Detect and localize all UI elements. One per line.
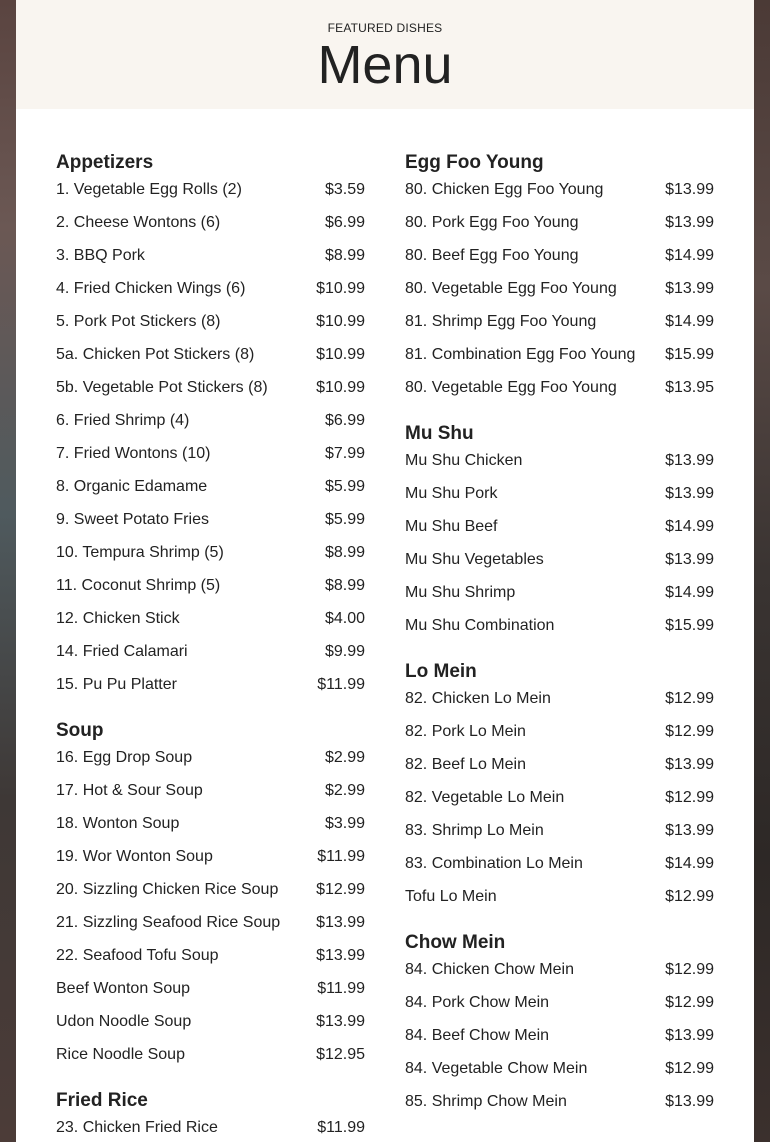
menu-item-name: 80. Beef Egg Foo Young: [405, 247, 579, 264]
menu-item-name: 6. Fried Shrimp (4): [56, 412, 190, 429]
menu-item: [56, 748, 365, 781]
menu-item-name: 16. Egg Drop Soup: [56, 749, 193, 766]
menu-item: [56, 510, 365, 543]
menu-item: [56, 213, 365, 246]
menu-item-price: $9.99: [324, 643, 365, 660]
menu-item-name: 84. Vegetable Chow Mein: [405, 1060, 588, 1077]
menu-item: [405, 246, 714, 279]
menu-item-price: $15.99: [665, 346, 714, 363]
menu-item: [405, 616, 714, 649]
menu-item: [56, 279, 365, 312]
menu-item: [56, 246, 365, 279]
header-kicker: FEATURED DISHES: [327, 21, 443, 35]
menu-item: [56, 576, 365, 609]
menu-item-price: $13.99: [665, 181, 714, 198]
menu-item-price: $11.99: [317, 1119, 365, 1136]
menu-item-name: Beef Wonton Soup: [56, 980, 191, 997]
menu-item-name: 15. Pu Pu Platter: [56, 676, 177, 693]
menu-item-price: $13.99: [665, 551, 714, 568]
menu-item-name: 5a. Chicken Pot Stickers (8): [56, 346, 255, 363]
section-title: Soup: [56, 720, 104, 741]
menu-item-name: 12. Chicken Stick: [56, 610, 180, 627]
menu-item-price: $12.99: [665, 690, 714, 707]
menu-item-price: $2.99: [324, 749, 365, 766]
menu-section-mu-shu: [405, 423, 714, 649]
menu-item-price: $13.99: [316, 914, 365, 931]
menu-item: [405, 1059, 714, 1092]
menu-item-name: 82. Pork Lo Mein: [405, 723, 526, 740]
section-items: [405, 451, 714, 649]
menu-item-price: $6.99: [324, 214, 365, 231]
section-items: [56, 180, 365, 708]
menu-item-name: 2. Cheese Wontons (6): [56, 214, 221, 231]
menu-item-price: $6.99: [324, 412, 365, 429]
menu-item-price: $13.95: [665, 379, 714, 396]
menu-item: [56, 913, 365, 946]
menu-item-price: $10.99: [316, 346, 365, 363]
menu-item-price: $12.99: [665, 723, 714, 740]
menu-item: [405, 1092, 714, 1125]
menu-item: [405, 583, 714, 616]
menu-item-price: $5.99: [324, 478, 365, 495]
section-title: Appetizers: [56, 152, 154, 173]
menu-item: [56, 1118, 365, 1142]
menu-item: [56, 345, 365, 378]
menu-section-egg-foo-young: [405, 152, 714, 411]
menu-item: [405, 312, 714, 345]
menu-item-price: $10.99: [316, 280, 365, 297]
menu-item-name: 19. Wor Wonton Soup: [56, 848, 213, 865]
menu-item-name: 1. Vegetable Egg Rolls (2): [56, 181, 242, 198]
menu-item-price: $14.99: [665, 247, 714, 264]
menu-item-price: $10.99: [316, 313, 365, 330]
menu-item-price: $13.99: [665, 822, 714, 839]
menu-item-name: 81. Shrimp Egg Foo Young: [405, 313, 597, 330]
menu-item-name: 3. BBQ Pork: [56, 247, 145, 264]
menu-item: [405, 993, 714, 1026]
section-title: Egg Foo Young: [405, 152, 544, 173]
menu-card: [16, 0, 754, 1142]
menu-item: [56, 180, 365, 213]
menu-item-price: $13.99: [665, 756, 714, 773]
menu-item-price: $5.99: [324, 511, 365, 528]
menu-item-name: 80. Vegetable Egg Foo Young: [405, 379, 617, 396]
menu-item-price: $3.99: [324, 815, 365, 832]
menu-item-price: $13.99: [665, 452, 714, 469]
menu-item-price: $14.99: [665, 855, 714, 872]
menu-item-name: 9. Sweet Potato Fries: [56, 511, 209, 528]
menu-item: [56, 675, 365, 708]
menu-item-name: 5b. Vegetable Pot Stickers (8): [56, 379, 268, 396]
menu-item-price: $12.99: [665, 961, 714, 978]
menu-item-price: $8.99: [324, 247, 365, 264]
menu-item-name: 82. Beef Lo Mein: [405, 756, 526, 773]
menu-item: [405, 378, 714, 411]
menu-item-price: $13.99: [316, 947, 365, 964]
menu-item-name: 4. Fried Chicken Wings (6): [56, 280, 246, 297]
menu-item: [405, 689, 714, 722]
menu-item-name: 7. Fried Wontons (10): [56, 445, 211, 462]
menu-item: [405, 821, 714, 854]
menu-item-name: Udon Noodle Soup: [56, 1013, 192, 1030]
menu-item-name: 80. Pork Egg Foo Young: [405, 214, 579, 231]
menu-item: [405, 960, 714, 993]
menu-item-name: Mu Shu Beef: [405, 518, 498, 535]
menu-section-fried-rice: [56, 1090, 365, 1142]
menu-item-name: Mu Shu Chicken: [405, 452, 523, 469]
menu-item-name: 81. Combination Egg Foo Young: [405, 346, 636, 363]
menu-columns: [56, 109, 714, 1142]
menu-item: [405, 550, 714, 583]
menu-item-name: 84. Pork Chow Mein: [405, 994, 550, 1011]
menu-item: [405, 180, 714, 213]
menu-item: [405, 484, 714, 517]
menu-item-price: $8.99: [324, 577, 365, 594]
menu-item-name: Rice Noodle Soup: [56, 1046, 185, 1063]
menu-item: [56, 312, 365, 345]
menu-item-name: 11. Coconut Shrimp (5): [56, 577, 221, 594]
menu-item-name: 10. Tempura Shrimp (5): [56, 544, 224, 561]
menu-item: [405, 788, 714, 821]
menu-header: [16, 0, 754, 109]
section-items: [56, 1118, 365, 1142]
menu-item-price: $7.99: [324, 445, 365, 462]
menu-item-price: $13.99: [665, 1093, 714, 1110]
menu-item: [56, 1012, 365, 1045]
section-items: [405, 180, 714, 411]
menu-item: [56, 946, 365, 979]
menu-item: [56, 642, 365, 675]
menu-item-price: $13.99: [665, 485, 714, 502]
menu-item-name: 18. Wonton Soup: [56, 815, 180, 832]
menu-item-price: $12.99: [665, 888, 714, 905]
menu-item-name: 80. Vegetable Egg Foo Young: [405, 280, 617, 297]
menu-item: [56, 880, 365, 913]
menu-item-price: $10.99: [316, 379, 365, 396]
menu-item-name: 21. Sizzling Seafood Rice Soup: [56, 914, 281, 931]
menu-section-chow-mein: [405, 932, 714, 1125]
menu-item-name: 20. Sizzling Chicken Rice Soup: [56, 881, 279, 898]
menu-item-price: $12.99: [665, 994, 714, 1011]
menu-item: [405, 887, 714, 920]
menu-item: [405, 1026, 714, 1059]
menu-section-appetizers: [56, 152, 365, 708]
menu-item-name: Mu Shu Combination: [405, 617, 555, 634]
menu-item-name: 80. Chicken Egg Foo Young: [405, 181, 604, 198]
menu-item: [56, 477, 365, 510]
menu-item-name: 83. Combination Lo Mein: [405, 855, 583, 872]
menu-item-price: $15.99: [665, 617, 714, 634]
section-title: Fried Rice: [56, 1090, 148, 1111]
menu-item-name: 84. Beef Chow Mein: [405, 1027, 550, 1044]
menu-item: [56, 378, 365, 411]
menu-item: [405, 451, 714, 484]
menu-item-name: 83. Shrimp Lo Mein: [405, 822, 544, 839]
menu-item-name: 82. Chicken Lo Mein: [405, 690, 551, 707]
menu-section-soup: [56, 720, 365, 1078]
menu-item-name: 84. Chicken Chow Mein: [405, 961, 574, 978]
menu-item: [405, 755, 714, 788]
menu-item-name: 14. Fried Calamari: [56, 643, 188, 660]
menu-item-price: $13.99: [316, 1013, 365, 1030]
section-title: Chow Mein: [405, 932, 506, 953]
menu-item: [405, 279, 714, 312]
section-title: Lo Mein: [405, 661, 477, 682]
menu-item-price: $14.99: [665, 313, 714, 330]
menu-item-price: $11.99: [317, 676, 365, 693]
page-title: Menu: [317, 35, 453, 95]
menu-column-right: [405, 109, 714, 1142]
menu-item-price: $8.99: [324, 544, 365, 561]
menu-item-price: $12.99: [316, 881, 365, 898]
menu-item: [56, 543, 365, 576]
menu-item-name: Tofu Lo Mein: [405, 888, 497, 905]
menu-item: [56, 814, 365, 847]
menu-item-name: Mu Shu Vegetables: [405, 551, 544, 568]
menu-item: [56, 847, 365, 880]
section-items: [56, 748, 365, 1078]
menu-item-price: $2.99: [324, 782, 365, 799]
menu-item-price: $13.99: [665, 1027, 714, 1044]
menu-item: [56, 411, 365, 444]
background-right: [754, 0, 770, 1142]
menu-item-price: $12.95: [316, 1046, 365, 1063]
menu-item: [405, 213, 714, 246]
menu-column-left: [56, 109, 365, 1142]
menu-item-name: 5. Pork Pot Stickers (8): [56, 313, 221, 330]
menu-item-name: Mu Shu Shrimp: [405, 584, 516, 601]
menu-item-price: $12.99: [665, 1060, 714, 1077]
menu-item: [56, 979, 365, 1012]
menu-item-price: $4.00: [324, 610, 365, 627]
menu-item-name: 22. Seafood Tofu Soup: [56, 947, 219, 964]
menu-item-price: $13.99: [665, 280, 714, 297]
menu-item-name: 85. Shrimp Chow Mein: [405, 1093, 567, 1110]
menu-item-name: 17. Hot & Sour Soup: [56, 782, 203, 799]
menu-item-price: $14.99: [665, 584, 714, 601]
menu-section-lo-mein: [405, 661, 714, 920]
menu-item-name: Mu Shu Pork: [405, 485, 498, 502]
background-left: [0, 0, 16, 1142]
menu-item: [56, 1045, 365, 1078]
menu-item-name: 23. Chicken Fried Rice: [56, 1119, 218, 1136]
menu-item: [405, 854, 714, 887]
section-items: [405, 689, 714, 920]
section-items: [405, 960, 714, 1125]
menu-item: [405, 517, 714, 550]
menu-item-price: $11.99: [317, 848, 365, 865]
menu-item-name: 8. Organic Edamame: [56, 478, 208, 495]
menu-item: [56, 609, 365, 642]
menu-item-price: $14.99: [665, 518, 714, 535]
menu-item: [56, 781, 365, 814]
menu-item-name: 82. Vegetable Lo Mein: [405, 789, 565, 806]
menu-item-price: $12.99: [665, 789, 714, 806]
section-title: Mu Shu: [405, 423, 474, 444]
menu-item-price: $13.99: [665, 214, 714, 231]
menu-item: [56, 444, 365, 477]
menu-item-price: $3.59: [324, 181, 365, 198]
menu-item-price: $11.99: [317, 980, 365, 997]
menu-item: [405, 722, 714, 755]
menu-item: [405, 345, 714, 378]
